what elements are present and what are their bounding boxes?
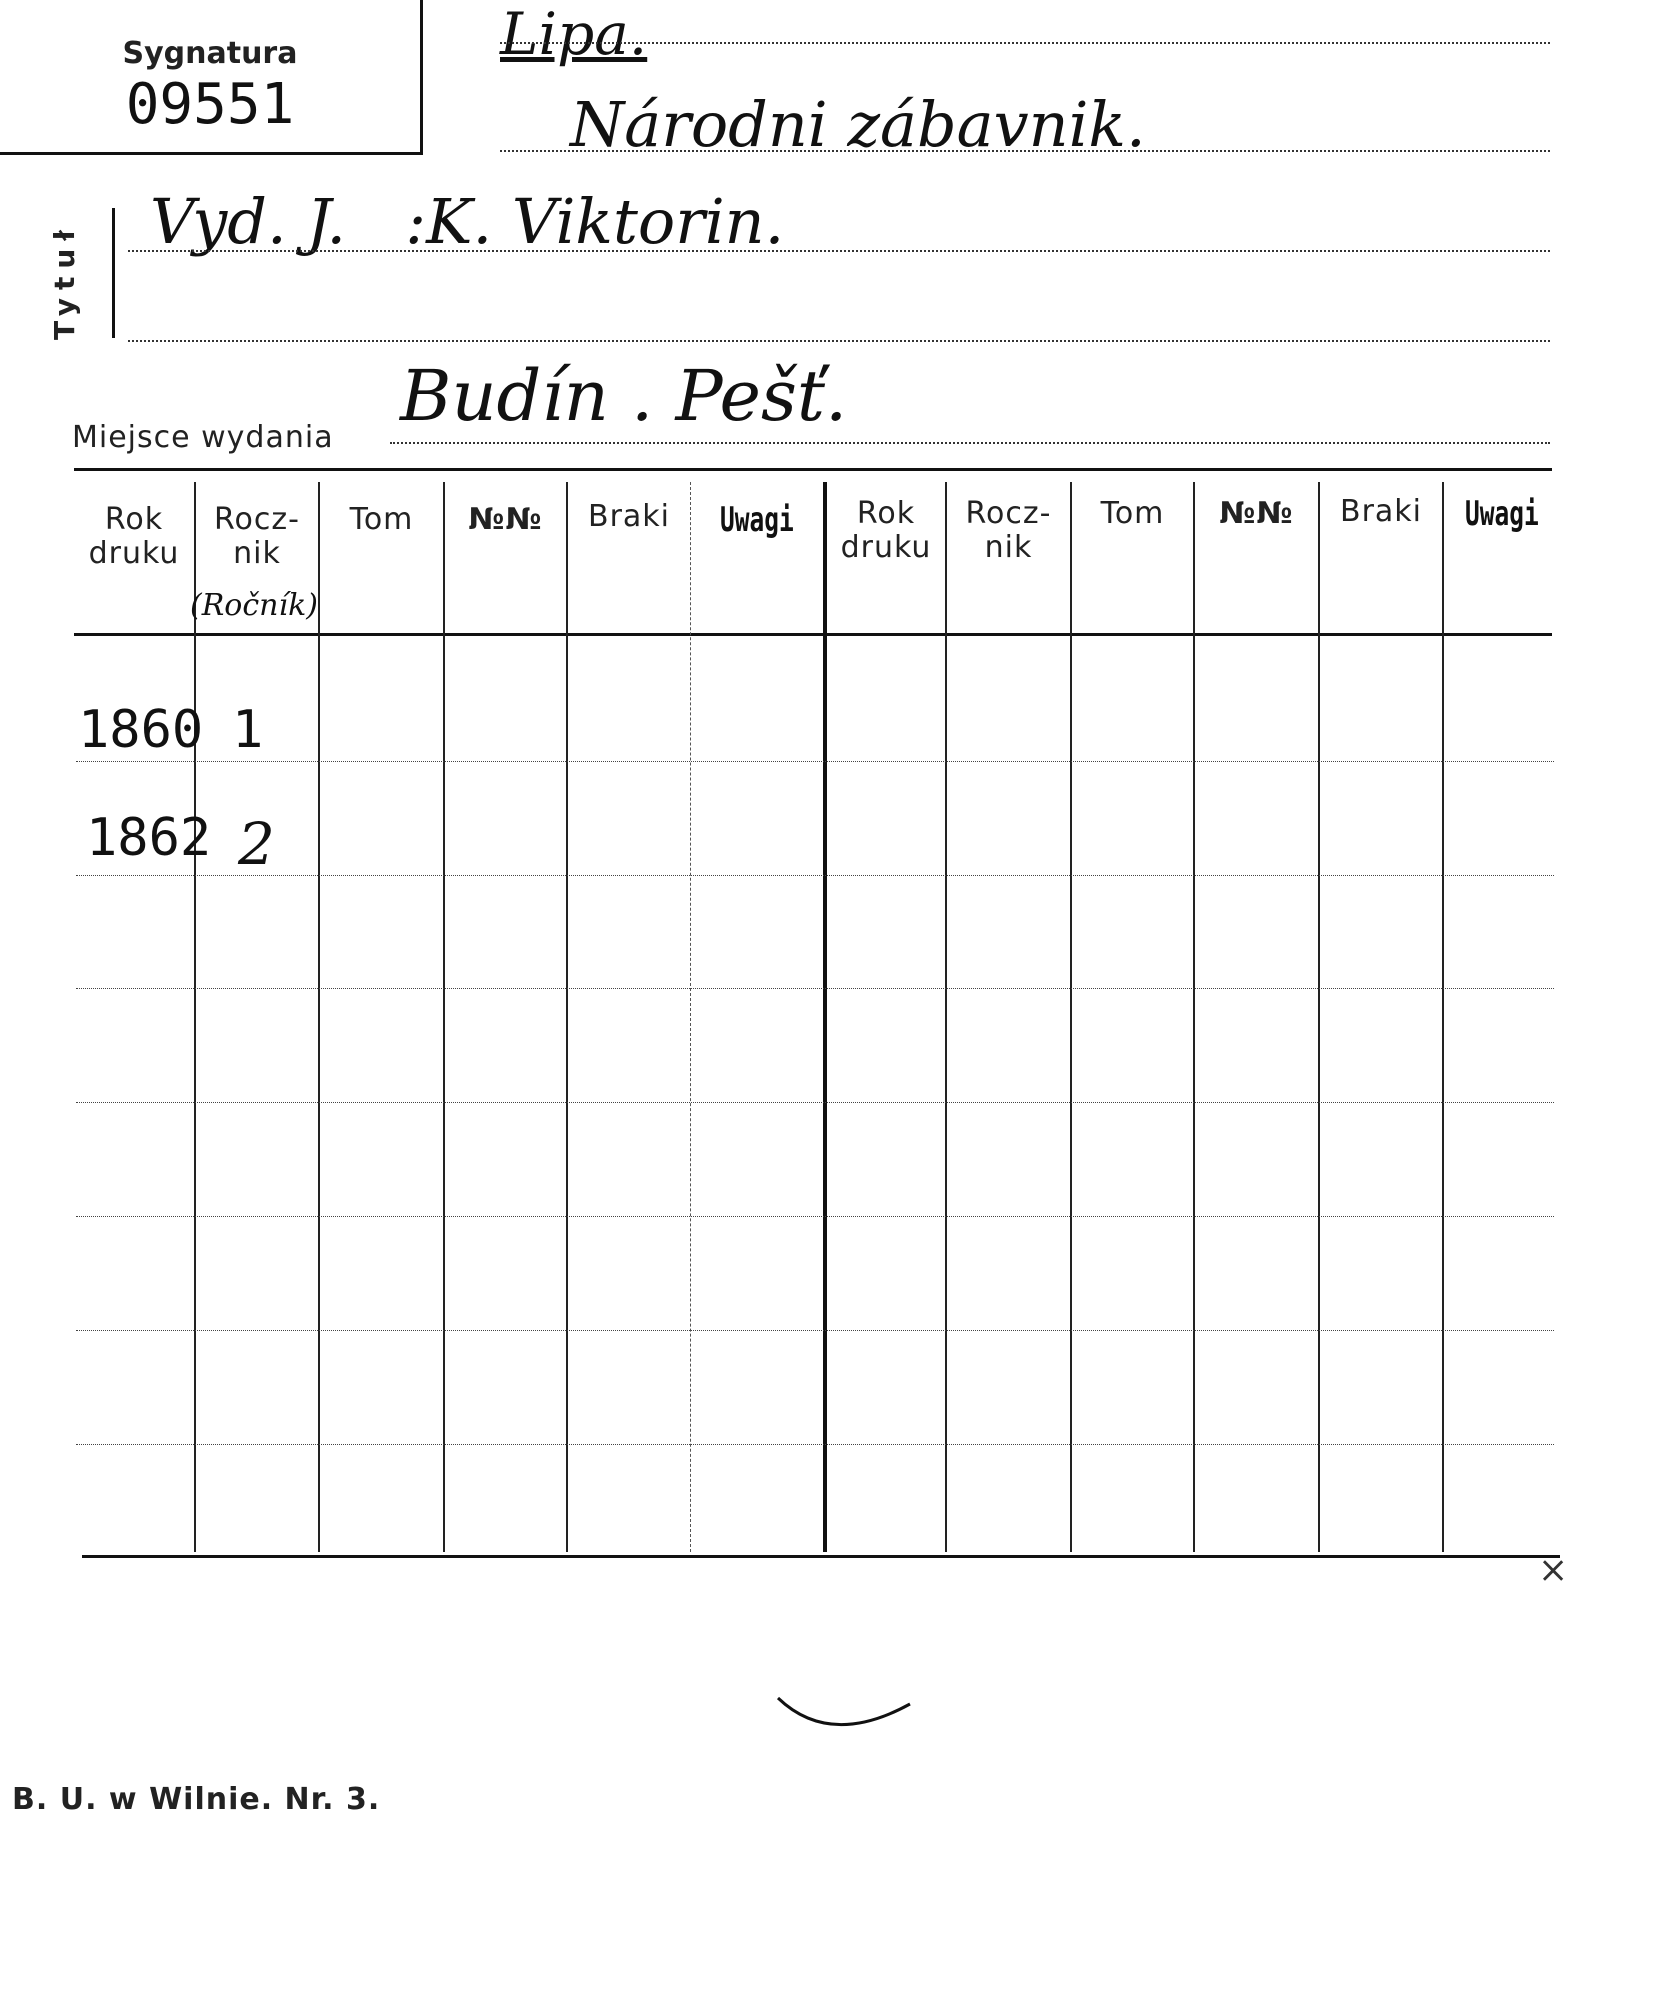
header-rok: Rok druku [88,502,180,571]
curve-mark [770,1690,920,1750]
table-top-rule [74,468,1552,471]
title-label: Tytuł [48,222,81,340]
row-line [76,1102,1554,1103]
header-braki: Braki [587,499,670,534]
row-2-rocznik: 2 [238,810,275,878]
center-divider [823,482,827,1552]
row-line [76,1330,1554,1331]
col-divider [566,482,568,1552]
col-divider [443,482,445,1552]
row-1-rok: 1860 [78,700,204,760]
header-nn: №№ [468,502,543,537]
row-line [76,875,1554,876]
title-line-3: Vyd. J. :K. Viktorin. [150,185,785,258]
table-header-rule [74,633,1552,636]
footer-text: B. U. w Wilnie. Nr. 3. [12,1782,381,1817]
row-1-rocznik: 1 [232,700,264,760]
row-2-rok: 1862 [86,808,212,868]
col-divider [194,482,196,1552]
title-line-2: Národni zábavnik. [570,88,1146,161]
header-tom: Tom [349,502,414,537]
header-braki-right: Braki [1339,494,1422,529]
col-divider [1070,482,1072,1552]
header-rocznik-right: Rocz- nik [965,496,1052,565]
signature-number: 09551 [125,72,295,137]
row-line [76,1444,1554,1445]
row-line [76,761,1554,762]
header-uwagi: Uwagi [720,500,794,540]
header-tom-right: Tom [1100,496,1165,531]
header-rocznik: Rocz- nik [214,502,300,571]
col-divider [1193,482,1195,1552]
col-divider [1318,482,1320,1552]
col-divider [945,482,947,1552]
row-line [76,1216,1554,1217]
header-nn-right: №№ [1219,496,1294,531]
signature-label: Sygnatura [122,36,298,71]
header-rok-right: Rok druku [840,496,932,565]
col-divider [690,482,691,1552]
title-line-1: Lipa. [500,0,648,68]
header-uwagi-right: Uwagi [1465,494,1539,534]
place-label: Miejsce wydania [72,420,334,455]
header-rocznik-note: (Ročník) [190,588,318,623]
col-divider [318,482,320,1552]
place-value: Budín . Pešť. [400,355,848,437]
row-line [76,988,1554,989]
table-bottom-rule [82,1555,1560,1558]
col-divider [1442,482,1444,1552]
cross-mark: × [1538,1550,1569,1591]
